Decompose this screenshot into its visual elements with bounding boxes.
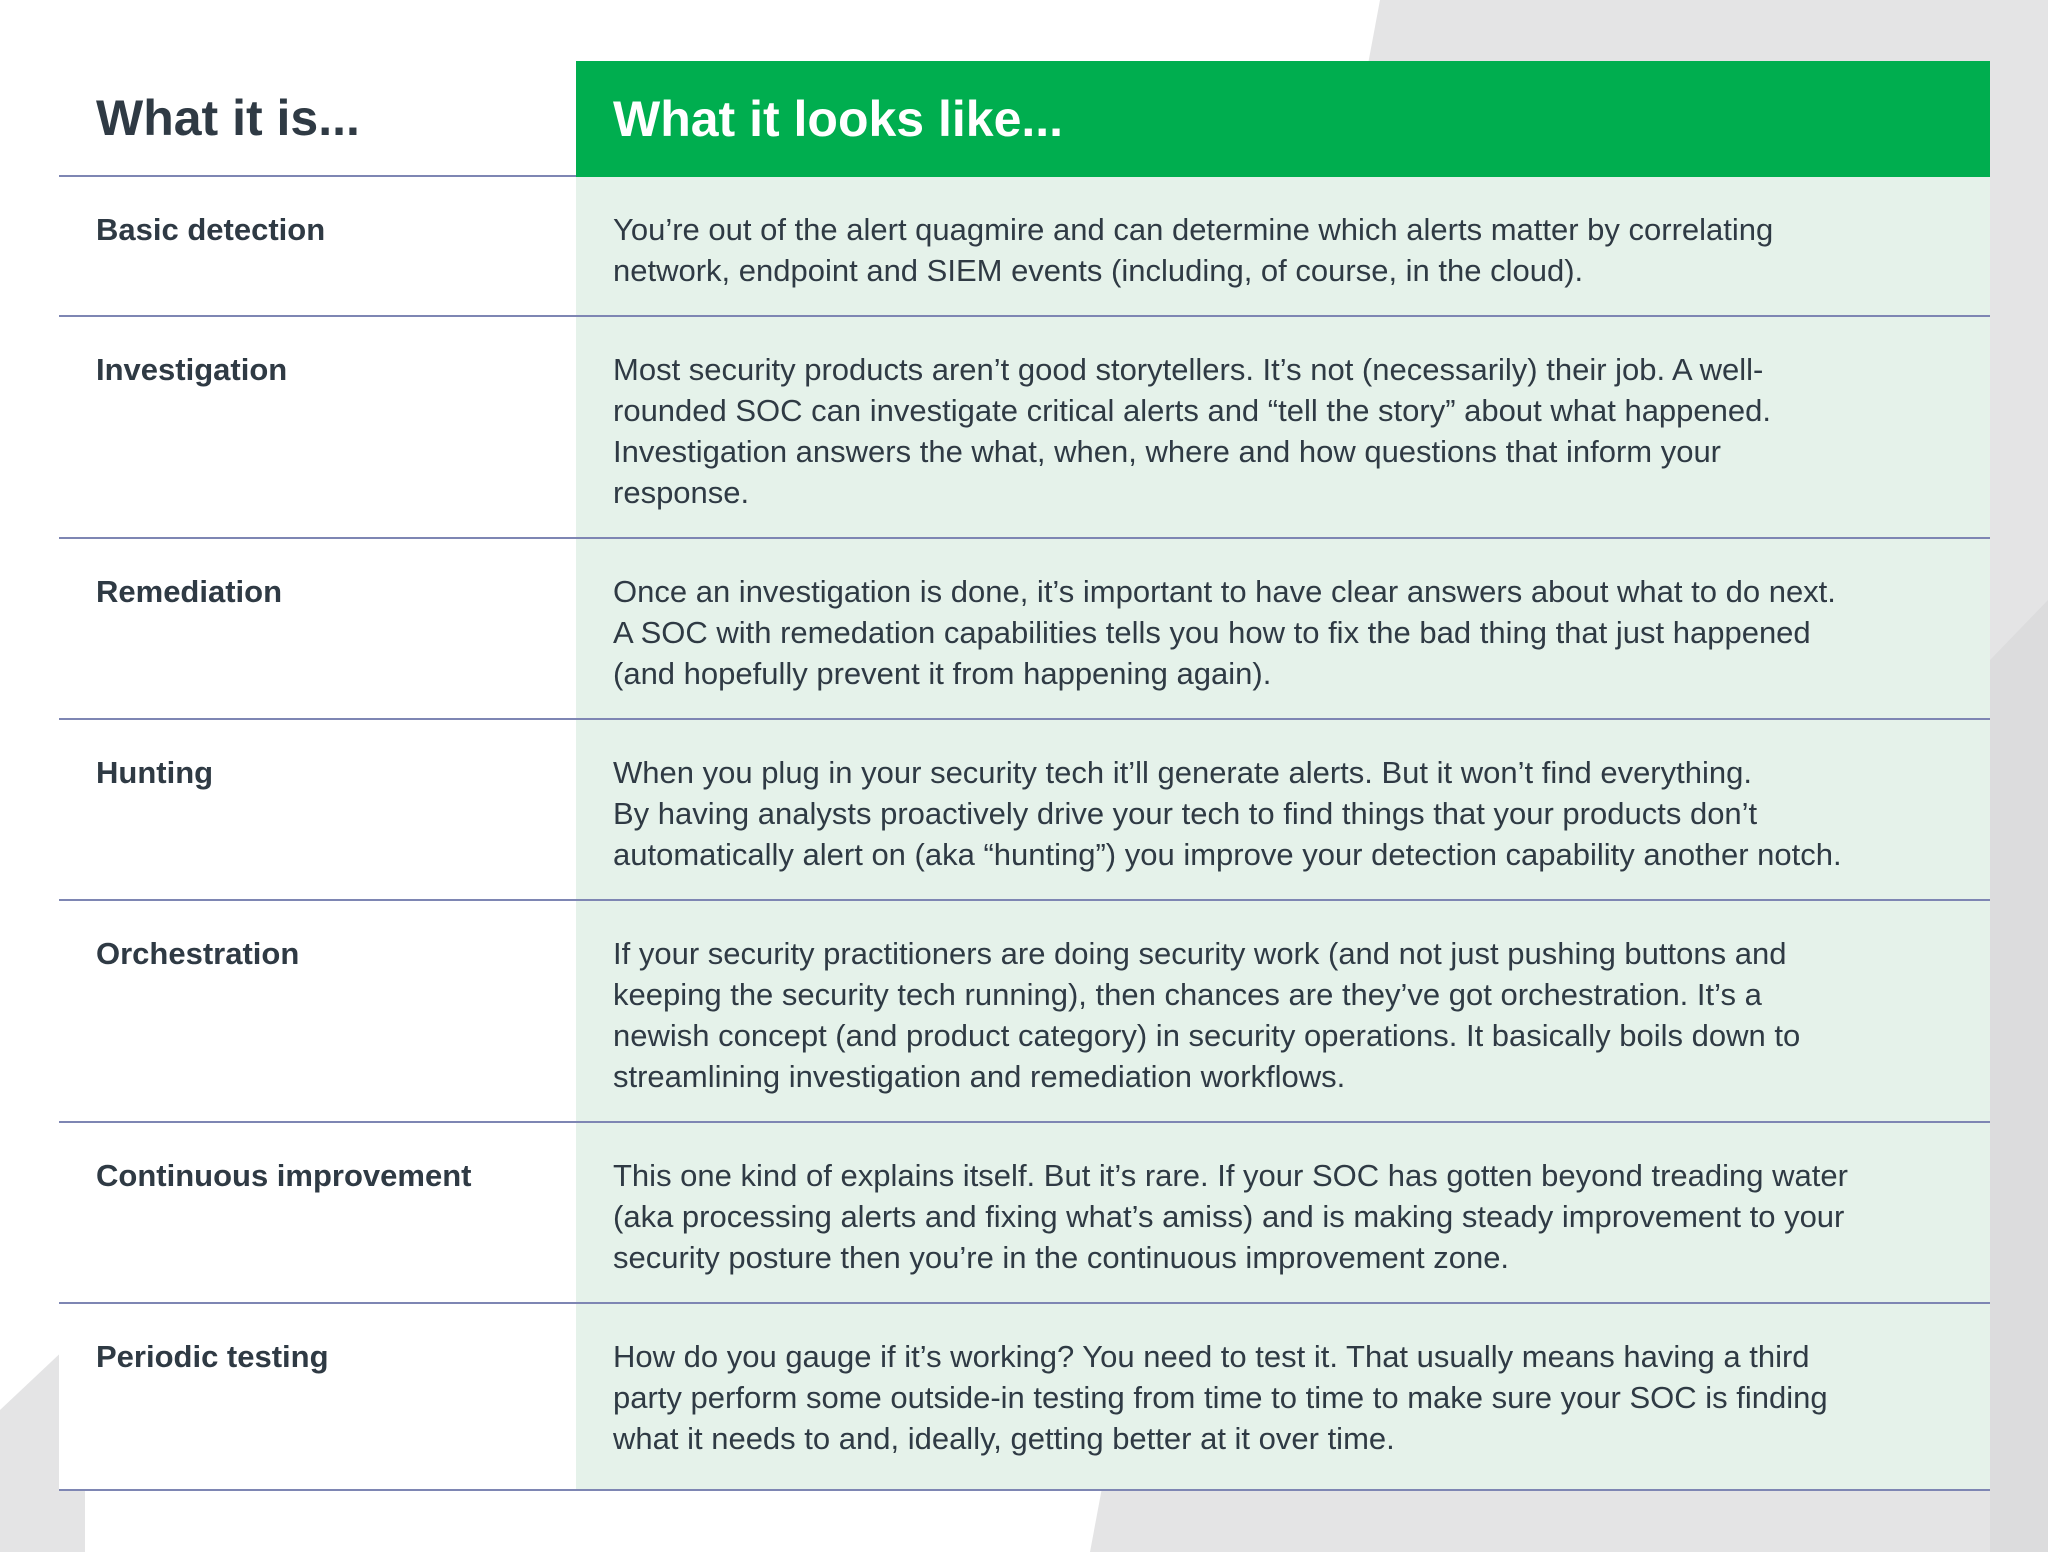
table-row [59, 901, 1990, 1123]
table-row [59, 1123, 1990, 1304]
row-label: Orchestration [96, 936, 300, 971]
row-label: Periodic testing [96, 1339, 329, 1374]
description-line: network, endpoint and SIEM events (including, of course, in the cloud). [613, 253, 1584, 288]
description-line: You’re out of the alert quagmire and can determine which alerts matter by correlating [613, 212, 1774, 247]
description-line: security posture then you’re in the continuous improvement zone. [613, 1240, 1510, 1275]
comparison-table [59, 61, 1990, 1491]
description-line: party perform some outside-in testing from time to time to make sure your SOC is finding [613, 1380, 1828, 1415]
header-what-it-is: What it is... [59, 61, 576, 177]
row-label: Investigation [96, 352, 288, 387]
description-line: (and hopefully prevent it from happening again). [613, 656, 1272, 691]
row-description [613, 1336, 1985, 1459]
row-description [613, 209, 1985, 291]
description-line: response. [613, 475, 750, 510]
table-row [59, 1304, 1990, 1491]
description-line: A SOC with remedation capabilities tells you how to fix the bad thing that just happened [613, 615, 1811, 650]
row-label: Remediation [96, 574, 283, 609]
description-line: Investigation answers the what, when, where and how questions that inform your [613, 434, 1722, 469]
description-line: By having analysts proactively drive your tech to find things that your products don’t [613, 796, 1758, 831]
row-description [613, 1155, 1985, 1278]
description-line: rounded SOC can investigate critical alerts and “tell the story” about what happened. [613, 393, 1771, 428]
row-description [613, 933, 1985, 1097]
row-label: Basic detection [96, 212, 326, 247]
table-row [59, 177, 1990, 317]
description-line: If your security practitioners are doing security work (and not just pushing buttons and [613, 936, 1787, 971]
row-label: Continuous improvement [96, 1158, 472, 1193]
description-line: streamlining investigation and remediation workflows. [613, 1059, 1346, 1094]
table-row [59, 720, 1990, 901]
description-line: When you plug in your security tech it’ll generate alerts. But it won’t find everything. [613, 755, 1752, 790]
description-line: automatically alert on (aka “hunting”) you improve your detection capability another notch. [613, 837, 1842, 872]
description-line: Most security products aren’t good storytellers. It’s not (necessarily) their job. A well- [613, 352, 1764, 387]
description-line: newish concept (and product category) in security operations. It basically boils down to [613, 1018, 1801, 1053]
description-line: (aka processing alerts and fixing what’s amiss) and is making steady improvement to your [613, 1199, 1845, 1234]
description-line: what it needs to and, ideally, getting better at it over time. [613, 1421, 1395, 1456]
description-line: This one kind of explains itself. But it’s rare. If your SOC has gotten beyond treading water [613, 1158, 1848, 1193]
row-description [613, 349, 1985, 513]
description-line: Once an investigation is done, it’s important to have clear answers about what to do next. [613, 574, 1836, 609]
table-row [59, 317, 1990, 539]
description-line: keeping the security tech running), then chances are they’ve got orchestration. It’s a [613, 977, 1762, 1012]
row-description [613, 752, 1985, 875]
table-row [59, 539, 1990, 720]
row-description [613, 571, 1985, 694]
header-what-it-looks-like: What it looks like... [576, 61, 1990, 177]
row-label: Hunting [96, 755, 214, 790]
description-line: How do you gauge if it’s working? You need to test it. That usually means having a third [613, 1339, 1810, 1374]
